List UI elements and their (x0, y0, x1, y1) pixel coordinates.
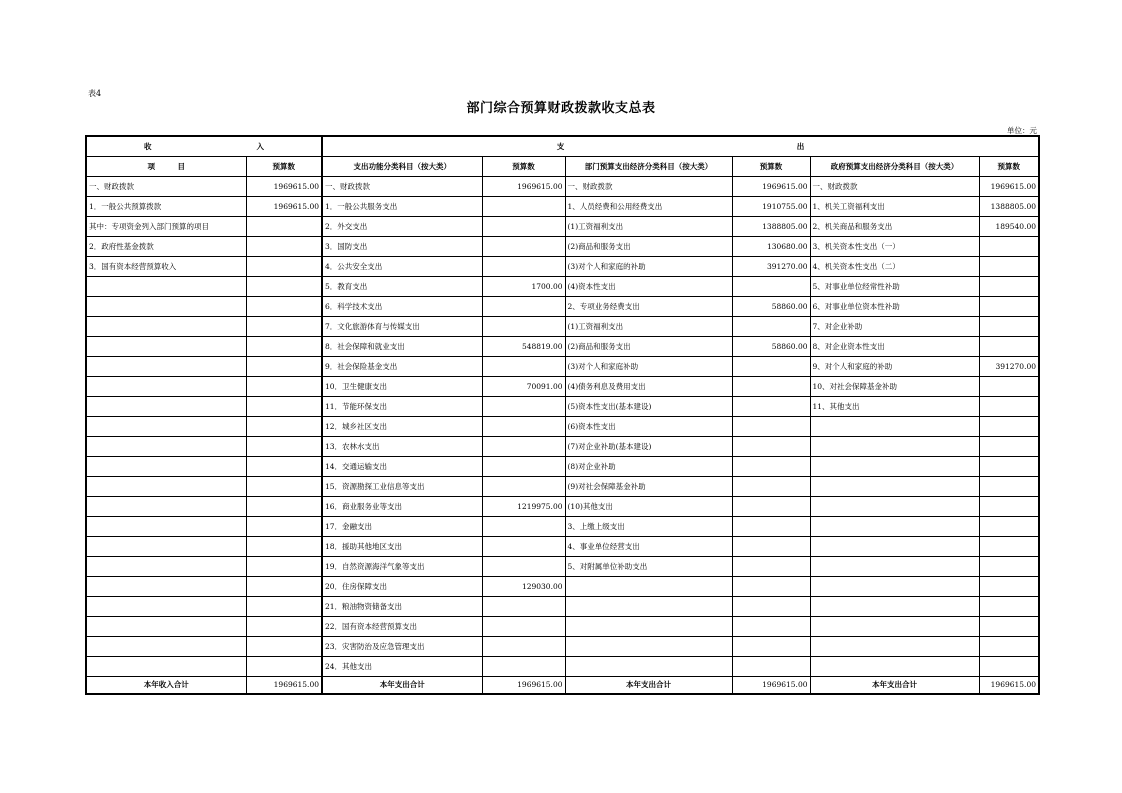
income-item (86, 577, 246, 597)
income-budget (246, 317, 322, 337)
func-item: 一、财政拨款 (322, 177, 482, 197)
table-row (86, 557, 1039, 577)
table-row (86, 597, 1039, 617)
dept-item: (5)资本性支出(基本建设) (565, 397, 732, 417)
func-budget (482, 457, 565, 477)
dept-item (565, 637, 732, 657)
gov-item (810, 537, 979, 557)
func-item: 2．外交支出 (322, 217, 482, 237)
dept-budget: 58860.00 (732, 337, 810, 357)
gov-item (810, 597, 979, 617)
gov-item: 2、机关商品和服务支出 (810, 217, 979, 237)
dept-budget: 58860.00 (732, 297, 810, 317)
income-budget (246, 417, 322, 437)
func-budget (482, 657, 565, 677)
income-item (86, 637, 246, 657)
gov-budget: 391270.00 (979, 357, 1039, 377)
gov-item: 5、对事业单位经常性补助 (810, 277, 979, 297)
func-budget (482, 517, 565, 537)
dept-budget: 391270.00 (732, 257, 810, 277)
income-budget (246, 637, 322, 657)
func-item: 5．教育支出 (322, 277, 482, 297)
table-row (86, 177, 1039, 197)
gov-budget (979, 437, 1039, 457)
func-item: 1．一般公共服务支出 (322, 197, 482, 217)
income-item (86, 557, 246, 577)
income-total-value: 1969615.00 (246, 677, 322, 695)
func-item: 12．城乡社区支出 (322, 417, 482, 437)
col-header-dept-budget: 预算数 (732, 157, 810, 177)
func-item: 23．灾害防治及应急管理支出 (322, 637, 482, 657)
dept-budget (732, 597, 810, 617)
dept-item: (8)对企业补助 (565, 457, 732, 477)
table-row (86, 317, 1039, 337)
func-item: 13．农林水支出 (322, 437, 482, 457)
income-budget (246, 517, 322, 537)
table-row (86, 197, 1039, 217)
income-item (86, 277, 246, 297)
func-budget (482, 537, 565, 557)
income-budget (246, 657, 322, 677)
income-total-label: 本年收入合计 (86, 677, 246, 695)
income-budget (246, 617, 322, 637)
income-budget (246, 437, 322, 457)
section-header-row (86, 136, 1039, 157)
func-budget (482, 477, 565, 497)
dept-item: 1、人员经费和公用经费支出 (565, 197, 732, 217)
dept-item: (1)工资福利支出 (565, 217, 732, 237)
func-budget: 1700.00 (482, 277, 565, 297)
func-budget (482, 317, 565, 337)
gov-budget (979, 517, 1039, 537)
func-item: 3．国防支出 (322, 237, 482, 257)
income-item (86, 457, 246, 477)
gov-item (810, 637, 979, 657)
table-row (86, 637, 1039, 657)
gov-budget (979, 417, 1039, 437)
gov-budget: 1388805.00 (979, 197, 1039, 217)
col-header-income-budget: 预算数 (246, 157, 322, 177)
table-row (86, 517, 1039, 537)
expense-section-header: 支 出 (322, 136, 1039, 157)
col-header-dept: 部门预算支出经济分类科目（按大类） (565, 157, 732, 177)
func-item: 9．社会保险基金支出 (322, 357, 482, 377)
gov-item (810, 477, 979, 497)
gov-item (810, 437, 979, 457)
income-budget (246, 377, 322, 397)
income-item: 3．国有资本经营预算收入 (86, 257, 246, 277)
gov-item (810, 517, 979, 537)
func-item: 19．自然资源海洋气象等支出 (322, 557, 482, 577)
gov-budget (979, 297, 1039, 317)
income-item (86, 517, 246, 537)
gov-budget (979, 597, 1039, 617)
gov-budget (979, 397, 1039, 417)
gov-item: 3、机关资本性支出（一） (810, 237, 979, 257)
income-item (86, 377, 246, 397)
income-item (86, 617, 246, 637)
income-item: 一、财政拨款 (86, 177, 246, 197)
budget-summary-table (85, 135, 1040, 695)
table-row (86, 537, 1039, 557)
func-budget (482, 417, 565, 437)
dept-budget (732, 437, 810, 457)
func-budget (482, 597, 565, 617)
income-budget (246, 297, 322, 317)
dept-item: 4、事业单位经营支出 (565, 537, 732, 557)
table-row (86, 477, 1039, 497)
table-row (86, 357, 1039, 377)
dept-budget (732, 577, 810, 597)
table-row (86, 337, 1039, 357)
page-title: 部门综合预算财政拨款收支总表 (466, 101, 656, 116)
income-budget (246, 397, 322, 417)
dept-budget (732, 317, 810, 337)
gov-budget (979, 497, 1039, 517)
func-item: 21．粮油物资储备支出 (322, 597, 482, 617)
dept-budget (732, 397, 810, 417)
gov-item (810, 577, 979, 597)
gov-item: 一、财政拨款 (810, 177, 979, 197)
gov-budget (979, 277, 1039, 297)
income-item: 2．政府性基金拨款 (86, 237, 246, 257)
col-header-func: 支出功能分类科目（按大类） (322, 157, 482, 177)
income-item: 其中：专项资金列入部门预算的项目 (86, 217, 246, 237)
dept-item: 一、财政拨款 (565, 177, 732, 197)
income-budget (246, 537, 322, 557)
func-item: 20．住房保障支出 (322, 577, 482, 597)
dept-budget (732, 657, 810, 677)
func-budget (482, 557, 565, 577)
income-item (86, 537, 246, 557)
table-row (86, 277, 1039, 297)
income-budget: 1969615.00 (246, 197, 322, 217)
dept-item (565, 657, 732, 677)
gov-budget (979, 377, 1039, 397)
dept-budget (732, 477, 810, 497)
func-budget: 129030.00 (482, 577, 565, 597)
gov-budget (979, 617, 1039, 637)
income-section-header: 收 入 (86, 136, 322, 157)
dept-budget (732, 277, 810, 297)
gov-item: 10、对社会保障基金补助 (810, 377, 979, 397)
gov-total-value: 1969615.00 (979, 677, 1039, 695)
gov-budget (979, 577, 1039, 597)
dept-item: (3)对个人和家庭的补助 (565, 257, 732, 277)
func-total-value: 1969615.00 (482, 677, 565, 695)
income-budget (246, 277, 322, 297)
table-row (86, 657, 1039, 677)
dept-item: (4)资本性支出 (565, 277, 732, 297)
dept-budget (732, 637, 810, 657)
dept-budget (732, 557, 810, 577)
income-item (86, 437, 246, 457)
func-total-label: 本年支出合计 (322, 677, 482, 695)
gov-item: 6、对事业单位资本性补助 (810, 297, 979, 317)
dept-budget (732, 537, 810, 557)
gov-budget (979, 537, 1039, 557)
table-row (86, 237, 1039, 257)
gov-item (810, 417, 979, 437)
dept-item (565, 617, 732, 637)
func-item: 7．文化旅游体育与传媒支出 (322, 317, 482, 337)
func-budget (482, 637, 565, 657)
col-header-func-budget: 预算数 (482, 157, 565, 177)
col-header-item: 项 目 (86, 157, 246, 177)
income-budget (246, 357, 322, 377)
dept-budget (732, 357, 810, 377)
table-row (86, 257, 1039, 277)
table-row (86, 397, 1039, 417)
func-item: 10．卫生健康支出 (322, 377, 482, 397)
gov-budget: 189540.00 (979, 217, 1039, 237)
gov-item: 9、对个人和家庭的补助 (810, 357, 979, 377)
func-budget (482, 257, 565, 277)
dept-item: (4)债务利息及费用支出 (565, 377, 732, 397)
dept-budget (732, 457, 810, 477)
table-row (86, 497, 1039, 517)
func-item: 15．资源勘探工业信息等支出 (322, 477, 482, 497)
gov-budget (979, 477, 1039, 497)
income-item (86, 297, 246, 317)
table-row (86, 377, 1039, 397)
func-item: 24．其他支出 (322, 657, 482, 677)
income-budget (246, 577, 322, 597)
table-row (86, 457, 1039, 477)
income-item (86, 357, 246, 377)
dept-budget: 130680.00 (732, 237, 810, 257)
gov-item (810, 617, 979, 637)
gov-item (810, 657, 979, 677)
gov-item: 8、对企业资本性支出 (810, 337, 979, 357)
func-budget: 70091.00 (482, 377, 565, 397)
income-budget (246, 217, 322, 237)
func-item: 6．科学技术支出 (322, 297, 482, 317)
gov-budget (979, 257, 1039, 277)
income-budget: 1969615.00 (246, 177, 322, 197)
func-budget (482, 237, 565, 257)
dept-item (565, 577, 732, 597)
func-item: 16．商业服务业等支出 (322, 497, 482, 517)
gov-item: 11、其他支出 (810, 397, 979, 417)
dept-budget (732, 417, 810, 437)
income-item (86, 417, 246, 437)
func-item: 4．公共安全支出 (322, 257, 482, 277)
gov-item (810, 497, 979, 517)
dept-budget (732, 377, 810, 397)
col-header-gov: 政府预算支出经济分类科目（按大类） (810, 157, 979, 177)
gov-budget (979, 457, 1039, 477)
dept-item: (6)资本性支出 (565, 417, 732, 437)
dept-budget (732, 617, 810, 637)
func-budget (482, 217, 565, 237)
gov-budget: 1969615.00 (979, 177, 1039, 197)
dept-budget: 1910755.00 (732, 197, 810, 217)
gov-item (810, 457, 979, 477)
func-budget: 1219975.00 (482, 497, 565, 517)
func-item: 14．交通运输支出 (322, 457, 482, 477)
table-label: 表4 (88, 89, 102, 98)
income-item (86, 397, 246, 417)
func-budget: 1969615.00 (482, 177, 565, 197)
func-item: 17．金融支出 (322, 517, 482, 537)
column-header-row (86, 157, 1039, 177)
table-row (86, 297, 1039, 317)
dept-item: 5、对附属单位补助支出 (565, 557, 732, 577)
totals-row (86, 677, 1039, 695)
income-budget (246, 337, 322, 357)
gov-budget (979, 657, 1039, 677)
table-row (86, 437, 1039, 457)
func-budget (482, 297, 565, 317)
dept-item: (2)商品和服务支出 (565, 337, 732, 357)
income-item (86, 657, 246, 677)
func-budget (482, 617, 565, 637)
dept-item: (2)商品和服务支出 (565, 237, 732, 257)
income-budget (246, 497, 322, 517)
func-budget (482, 197, 565, 217)
income-budget (246, 457, 322, 477)
func-item: 11．节能环保支出 (322, 397, 482, 417)
gov-budget (979, 637, 1039, 657)
dept-item: 3、上缴上级支出 (565, 517, 732, 537)
income-item (86, 337, 246, 357)
dept-budget (732, 517, 810, 537)
dept-item: (1)工资福利支出 (565, 317, 732, 337)
gov-total-label: 本年支出合计 (810, 677, 979, 695)
gov-item: 1、机关工资福利支出 (810, 197, 979, 217)
dept-item: (10)其他支出 (565, 497, 732, 517)
income-item (86, 597, 246, 617)
gov-budget (979, 317, 1039, 337)
dept-budget: 1969615.00 (732, 177, 810, 197)
gov-item (810, 557, 979, 577)
func-budget (482, 437, 565, 457)
income-item: 1．一般公共预算拨款 (86, 197, 246, 217)
dept-item: (3)对个人和家庭补助 (565, 357, 732, 377)
table-row (86, 617, 1039, 637)
dept-total-label: 本年支出合计 (565, 677, 732, 695)
func-item: 8．社会保障和就业支出 (322, 337, 482, 357)
income-budget (246, 257, 322, 277)
unit-label: 单位：元 (1007, 126, 1037, 135)
income-item (86, 497, 246, 517)
dept-item: (7)对企业补助(基本建设) (565, 437, 732, 457)
func-item: 22．国有资本经营预算支出 (322, 617, 482, 637)
dept-total-value: 1969615.00 (732, 677, 810, 695)
income-item (86, 477, 246, 497)
dept-budget (732, 497, 810, 517)
gov-item: 4、机关资本性支出（二） (810, 257, 979, 277)
gov-budget (979, 337, 1039, 357)
table-row (86, 577, 1039, 597)
income-budget (246, 237, 322, 257)
gov-budget (979, 237, 1039, 257)
gov-budget (979, 557, 1039, 577)
func-budget (482, 357, 565, 377)
func-budget: 548819.00 (482, 337, 565, 357)
func-item: 18．援助其他地区支出 (322, 537, 482, 557)
gov-item: 7、对企业补助 (810, 317, 979, 337)
func-budget (482, 397, 565, 417)
table-row (86, 217, 1039, 237)
dept-item: (9)对社会保障基金补助 (565, 477, 732, 497)
dept-item: 2、专项业务经费支出 (565, 297, 732, 317)
dept-item (565, 597, 732, 617)
income-item (86, 317, 246, 337)
col-header-gov-budget: 预算数 (979, 157, 1039, 177)
income-budget (246, 557, 322, 577)
income-budget (246, 597, 322, 617)
income-budget (246, 477, 322, 497)
table-row (86, 417, 1039, 437)
dept-budget: 1388805.00 (732, 217, 810, 237)
